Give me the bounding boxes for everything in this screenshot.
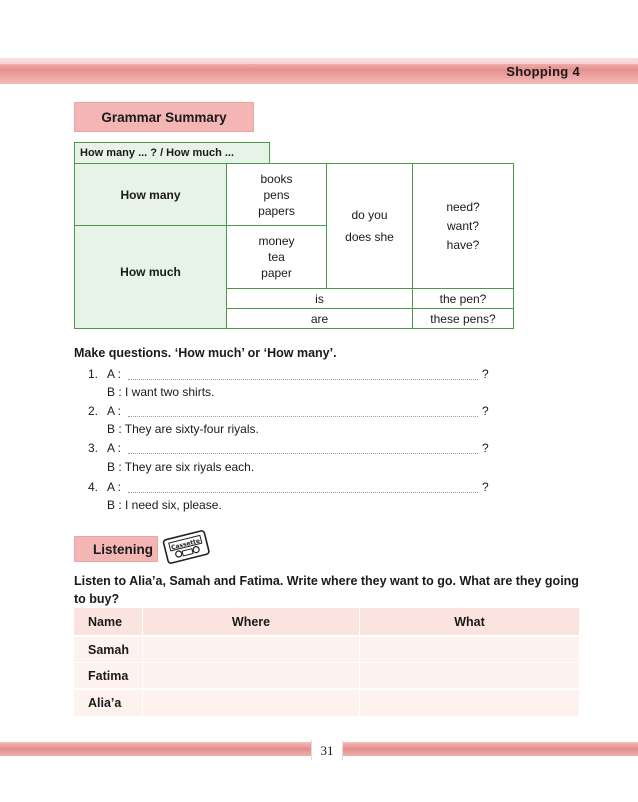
header-what: What (360, 608, 579, 635)
what-samah-cell[interactable] (360, 637, 579, 662)
listening-instruction: Listen to Alia’a, Samah and Fatima. Write where they want to go. What are they going to buy? (74, 574, 579, 606)
header-name: Name (74, 608, 142, 635)
how-much-label: How much (120, 265, 181, 279)
how-much-cell (74, 225, 227, 329)
question-1-mark: ? (482, 367, 489, 381)
is-label: is (315, 291, 324, 306)
verb-have: have? (446, 238, 480, 252)
answer-line-1[interactable] (128, 379, 478, 380)
are-label: are (310, 311, 329, 326)
what-aliaa-cell[interactable] (360, 690, 579, 716)
question-2-a-label: A : (107, 404, 122, 418)
how-much-nouns-cell (226, 225, 327, 289)
unit-title: Shopping 4 (506, 64, 580, 79)
noun-tea: tea (268, 250, 285, 264)
question-4-number: 4. (88, 480, 99, 494)
question-2-number: 2. (88, 404, 99, 418)
what-fatima-cell[interactable] (360, 663, 579, 688)
how-many-nouns-cell (226, 163, 327, 226)
are-cell (226, 308, 413, 329)
question-2-mark: ? (482, 404, 489, 418)
question-3-a-label: A : (107, 441, 122, 455)
grammar-summary-tab: Grammar Summary (74, 102, 254, 132)
page-number: 31 (311, 740, 343, 760)
aux-cell (326, 163, 413, 289)
how-many-label: How many (120, 187, 181, 202)
cassette-icon (160, 528, 212, 564)
answer-line-3[interactable] (128, 453, 478, 454)
noun-pens: pens (263, 187, 290, 202)
is-cell (226, 288, 413, 309)
answer-1-b: B : I want two shirts. (107, 385, 215, 399)
the-pen-cell (412, 288, 514, 309)
noun-papers: papers (258, 203, 295, 218)
listening-tab: Listening (74, 536, 158, 562)
answer-2-b: B : They are sixty-four riyals. (107, 422, 259, 436)
grammar-table-caption: How many ... ? / How much ... (74, 142, 270, 163)
answer-line-4[interactable] (128, 492, 478, 493)
name-aliaa: Alia’a (74, 690, 142, 716)
the-pen-label: the pen? (439, 291, 487, 306)
where-aliaa-cell[interactable] (143, 690, 359, 716)
listening-table (74, 608, 579, 716)
aux-does-she: does she (345, 230, 394, 244)
answer-4-b: B : I need six, please. (107, 498, 222, 512)
question-1-number: 1. (88, 367, 99, 381)
verb-need: need? (446, 200, 480, 214)
verbs-cell (412, 163, 514, 289)
noun-money: money (258, 234, 295, 248)
these-pens-label: these pens? (430, 311, 496, 326)
aux-do-you: do you (351, 208, 388, 222)
exercise-instruction: Make questions. ‘How much’ or ‘How many’. (74, 346, 337, 360)
these-pens-cell (412, 308, 514, 329)
grammar-table (74, 163, 514, 329)
answer-3-b: B : They are six riyals each. (107, 460, 255, 474)
name-fatima: Fatima (74, 663, 142, 688)
header-where: Where (143, 608, 359, 635)
noun-books: books (260, 171, 293, 186)
answer-line-2[interactable] (128, 416, 478, 417)
verb-want: want? (446, 219, 480, 233)
question-3-number: 3. (88, 441, 99, 455)
where-samah-cell[interactable] (143, 637, 359, 662)
how-many-cell (74, 163, 227, 226)
where-fatima-cell[interactable] (143, 663, 359, 688)
question-4-a-label: A : (107, 480, 122, 494)
noun-paper: paper (261, 266, 292, 280)
name-samah: Samah (74, 637, 142, 662)
question-4-mark: ? (482, 480, 489, 494)
question-1-a-label: A : (107, 367, 122, 381)
question-3-mark: ? (482, 441, 489, 455)
cassette-label: Cassette (170, 537, 201, 552)
